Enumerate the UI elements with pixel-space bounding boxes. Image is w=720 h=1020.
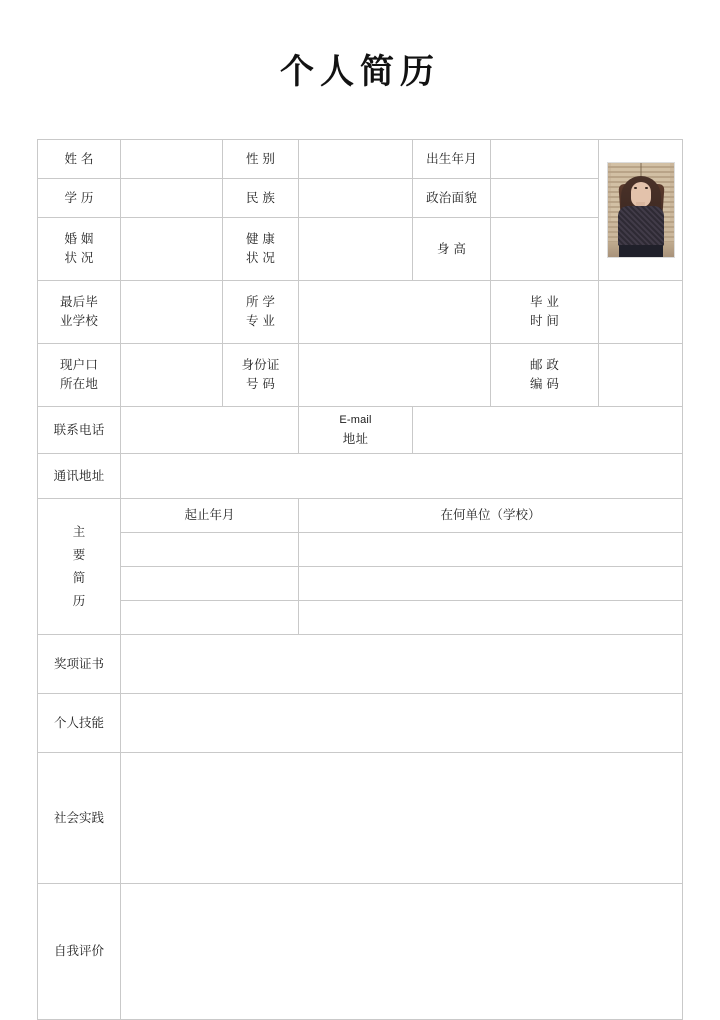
label-major-line2: 专 业 [245,314,276,328]
field-self-evaluation[interactable] [121,884,683,1020]
label-last-school [38,281,121,344]
field-id-number[interactable] [299,344,491,407]
label-email-line2: 地址 [342,432,369,446]
field-last-school[interactable] [121,281,223,344]
label-education: 学 历 [38,179,121,218]
label-email [299,407,413,454]
field-ethnicity[interactable] [299,179,413,218]
field-resume-organization[interactable] [299,567,683,601]
label-graduation-time-line2: 时 间 [529,314,560,328]
applicant-photo[interactable] [607,162,675,258]
table-row-main-resume-entry [38,533,683,567]
field-awards[interactable] [121,635,683,694]
label-marital-status [38,218,121,281]
field-marital-status[interactable] [121,218,223,281]
label-main-resume [38,499,121,635]
label-postal-code-line2: 编 码 [529,377,560,391]
label-height: 身 高 [413,218,491,281]
label-id-number [223,344,299,407]
table-row-residence-id-postal [38,344,683,407]
label-mailing-address: 通讯地址 [38,454,121,499]
label-residence [38,344,121,407]
field-height[interactable] [491,218,599,281]
label-health-status-line2: 状 况 [245,251,276,265]
field-residence[interactable] [121,344,223,407]
field-graduation-time[interactable] [599,281,683,344]
label-postal-code-line1: 邮 政 [529,358,560,372]
photo-skirt-icon [619,245,663,257]
label-gender: 性 别 [223,140,299,179]
label-phone: 联系电话 [38,407,121,454]
label-skills: 个人技能 [38,694,121,753]
table-row-marital-health-height [38,218,683,281]
label-ethnicity: 民 族 [223,179,299,218]
page-title: 个人简历 [280,52,440,92]
label-health-status [223,218,299,281]
label-graduation-time [491,281,599,344]
table-row-school-major-graduation [38,281,683,344]
photo-blouse-icon [618,206,664,245]
table-row-self-evaluation [38,884,683,1020]
field-health-status[interactable] [299,218,413,281]
table-row-main-resume-entry [38,601,683,635]
label-email-line1: E-mail [339,414,372,426]
label-self-evaluation: 自我评价 [38,884,121,1020]
column-header-period: 起止年月 [121,499,299,533]
table-row-main-resume-header [38,499,683,533]
label-marital-status-line2: 状 况 [64,251,94,265]
resume-table [37,139,683,1020]
table-row-name-gender-birth [38,140,683,179]
label-awards: 奖项证书 [38,635,121,694]
label-main-resume-char-3: 历 [72,593,86,608]
field-major[interactable] [299,281,491,344]
table-row-main-resume-entry [38,567,683,601]
label-residence-line1: 现户口 [59,358,99,372]
label-major [223,281,299,344]
field-skills[interactable] [121,694,683,753]
field-political-status[interactable] [491,179,599,218]
field-resume-period[interactable] [121,533,299,567]
label-main-resume-char-1: 要 [72,547,86,562]
table-row-phone-email [38,407,683,454]
field-birth-date[interactable] [491,140,599,179]
label-marital-status-line1: 婚 姻 [64,232,94,246]
table-row-awards [38,635,683,694]
label-graduation-time-line1: 毕 业 [529,295,560,309]
field-resume-organization[interactable] [299,601,683,635]
label-main-resume-char-0: 主 [72,524,86,539]
label-last-school-line1: 最后毕 [59,295,99,309]
column-header-organization: 在何单位（学校） [299,499,683,533]
field-email[interactable] [413,407,683,454]
label-main-resume-char-2: 简 [72,570,86,585]
label-major-line1: 所 学 [245,295,276,309]
photo-cell[interactable] [599,140,683,281]
table-row-skills [38,694,683,753]
field-resume-period[interactable] [121,567,299,601]
field-resume-organization[interactable] [299,533,683,567]
label-birth-date: 出生年月 [413,140,491,179]
label-social-practice: 社会实践 [38,753,121,884]
field-education[interactable] [121,179,223,218]
label-postal-code [491,344,599,407]
field-name[interactable] [121,140,223,179]
field-phone[interactable] [121,407,299,454]
field-gender[interactable] [299,140,413,179]
table-row-social-practice [38,753,683,884]
field-postal-code[interactable] [599,344,683,407]
field-resume-period[interactable] [121,601,299,635]
table-row-education-ethnicity-political [38,179,683,218]
label-last-school-line2: 业学校 [59,314,99,328]
field-social-practice[interactable] [121,753,683,884]
label-name: 姓 名 [38,140,121,179]
table-row-address [38,454,683,499]
field-mailing-address[interactable] [121,454,683,499]
label-id-number-line1: 身份证 [241,358,280,372]
label-political-status: 政治面貌 [413,179,491,218]
label-residence-line2: 所在地 [59,377,99,391]
label-health-status-line1: 健 康 [245,232,276,246]
label-id-number-line2: 号 码 [245,377,276,391]
